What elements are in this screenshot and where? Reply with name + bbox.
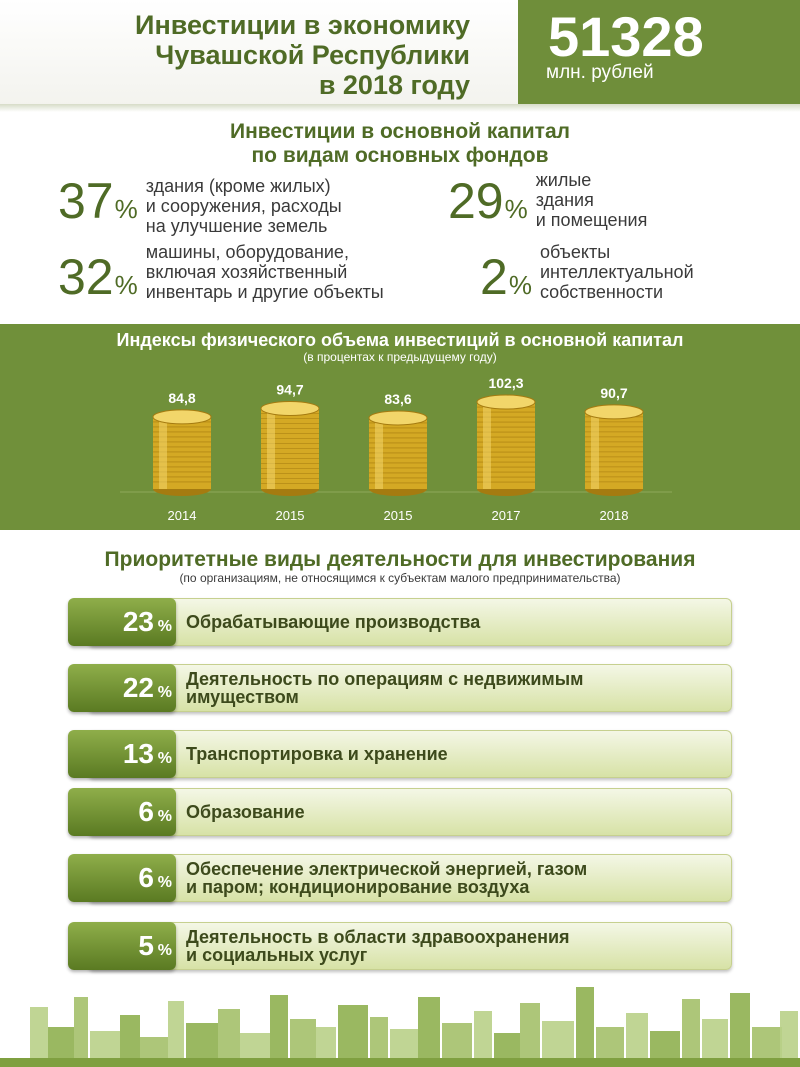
skyline-ground	[0, 1058, 800, 1067]
priority-item-percent: %	[157, 618, 172, 635]
structure-title-line-2: по видам основных фондов	[251, 144, 549, 167]
structure-item-value: 2	[480, 249, 508, 305]
structure-item-buildings	[58, 173, 342, 236]
chart-tick-label: 2014	[167, 508, 197, 523]
priority-item-percent: %	[157, 684, 172, 701]
priority-item	[68, 922, 732, 970]
skyline-building	[520, 1003, 540, 1067]
priority-item	[68, 788, 732, 836]
chart-bar-coin-stack	[261, 402, 319, 496]
priority-item	[68, 730, 732, 778]
chart-plot	[0, 324, 800, 530]
structure-title	[0, 120, 800, 168]
priority-item-value: 6	[138, 862, 154, 893]
coin-stack-top	[585, 405, 643, 419]
structure-item-housing	[448, 170, 648, 230]
page-title-line-3: в 2018 году	[318, 70, 470, 100]
priority-item-badge	[68, 598, 176, 646]
chart-bar-coin-stack	[369, 411, 427, 496]
priority-item-label: Деятельность по операциям с недвижимым имуществом	[186, 669, 584, 707]
skyline-building	[576, 987, 594, 1067]
structure-item-percent: %	[114, 194, 138, 224]
coin-highlight	[159, 417, 167, 489]
chart-title: Индексы физического объема инвестиций в основной капитал	[116, 330, 684, 350]
skyline-building	[730, 993, 750, 1067]
priority-item-badge	[68, 788, 176, 836]
skyline-building	[338, 1005, 368, 1067]
skyline-building	[168, 1001, 184, 1067]
chart-data-label: 84,8	[168, 389, 196, 406]
coin-highlight	[483, 402, 491, 489]
priority-item-percent: %	[157, 942, 172, 959]
chart-data-label: 83,6	[384, 390, 412, 407]
priority-item-label: Транспортировка и хранение	[186, 744, 448, 764]
chart-data-label: 102,3	[488, 375, 524, 392]
skyline-building	[682, 999, 700, 1067]
priority-item-label: Образование	[186, 802, 305, 822]
priority-item-badge	[68, 664, 176, 712]
priority-item-label: Обрабатывающие производства	[186, 612, 481, 632]
chart-bar-coin-stack	[477, 395, 535, 496]
coin-stack-top	[477, 395, 535, 409]
city-skyline-illustration	[0, 978, 800, 1067]
structure-item-intellectual	[480, 242, 694, 305]
priority-item-percent: %	[157, 808, 172, 825]
structure-title-line-1: Инвестиции в основной капитал	[230, 120, 570, 143]
page-title-line-2: Чувашской Республики	[155, 40, 470, 70]
coin-stack-top	[261, 402, 319, 416]
skyline-building	[74, 997, 88, 1067]
header	[0, 0, 800, 106]
priority-item	[68, 664, 732, 712]
priority-item-percent: %	[157, 874, 172, 891]
chart-bar-coin-stack	[153, 410, 211, 496]
chart-tick-label: 2018	[599, 508, 629, 523]
coin-stack-top	[369, 411, 427, 425]
priority-item-badge	[68, 854, 176, 902]
structure-item-value: 29	[448, 173, 504, 229]
chart-subtitle: (в процентах к предыдущему году)	[303, 350, 497, 364]
priority-item-value: 23	[122, 606, 154, 637]
coin-stack-top	[153, 410, 211, 424]
structure-item-text: машины, оборудование, включая хозяйственный инвентарь и другие объекты	[145, 242, 384, 302]
skyline-building	[270, 995, 288, 1067]
priority-item-label: Деятельность в области здравоохранения и социальных услуг	[186, 927, 570, 965]
total-investment-value: 51328	[548, 5, 704, 68]
chart-data-label: 94,7	[276, 381, 304, 398]
priority-item-badge	[68, 922, 176, 970]
coin-highlight	[591, 412, 599, 489]
skyline-building	[418, 997, 440, 1067]
structure-item-value: 37	[58, 173, 114, 229]
investment-index-chart	[0, 324, 800, 530]
chart-tick-label: 2017	[491, 508, 521, 523]
priority-item-badge	[68, 730, 176, 778]
chart-tick-label: 2015	[275, 508, 305, 523]
structure-item-text: объекты интеллектуальной собственности	[539, 242, 694, 302]
structure-item-percent: %	[114, 270, 138, 300]
priority-item-value: 22	[122, 672, 154, 703]
priority-item-value: 5	[138, 930, 154, 961]
coin-highlight	[267, 409, 275, 489]
structure-item-text: жилые здания и помещения	[535, 170, 648, 230]
coin-highlight	[375, 418, 383, 489]
chart-tick-label: 2015	[383, 508, 413, 523]
priority-item-label: Обеспечение электрической энергией, газом и паром; кондиционирование воздуха	[186, 859, 588, 897]
priority-item-value: 13	[122, 738, 154, 769]
chart-bar-coin-stack	[585, 405, 643, 496]
page-title-line-1: Инвестиции в экономику	[135, 10, 470, 40]
structure-item-text: здания (кроме жилых) и сооружения, расходы на улучшение земель	[145, 176, 342, 236]
priority-title: Приоритетные виды деятельности для инвестирования	[104, 548, 696, 571]
structure-item-machinery	[58, 242, 384, 305]
page-title	[30, 10, 470, 100]
chart-data-label: 90,7	[600, 384, 628, 401]
priority-item-percent: %	[157, 750, 172, 767]
header-divider	[0, 104, 800, 112]
structure-item-percent: %	[508, 270, 532, 300]
structure-item-percent: %	[504, 194, 528, 224]
priority-item	[68, 854, 732, 902]
priority-item	[68, 598, 732, 646]
priority-subtitle: (по организациям, не относящимся к субъектам малого предпринимательства)	[179, 571, 621, 585]
structure-item-value: 32	[58, 249, 114, 305]
priority-item-value: 6	[138, 796, 154, 827]
total-investment-unit: млн. рублей	[546, 62, 654, 83]
